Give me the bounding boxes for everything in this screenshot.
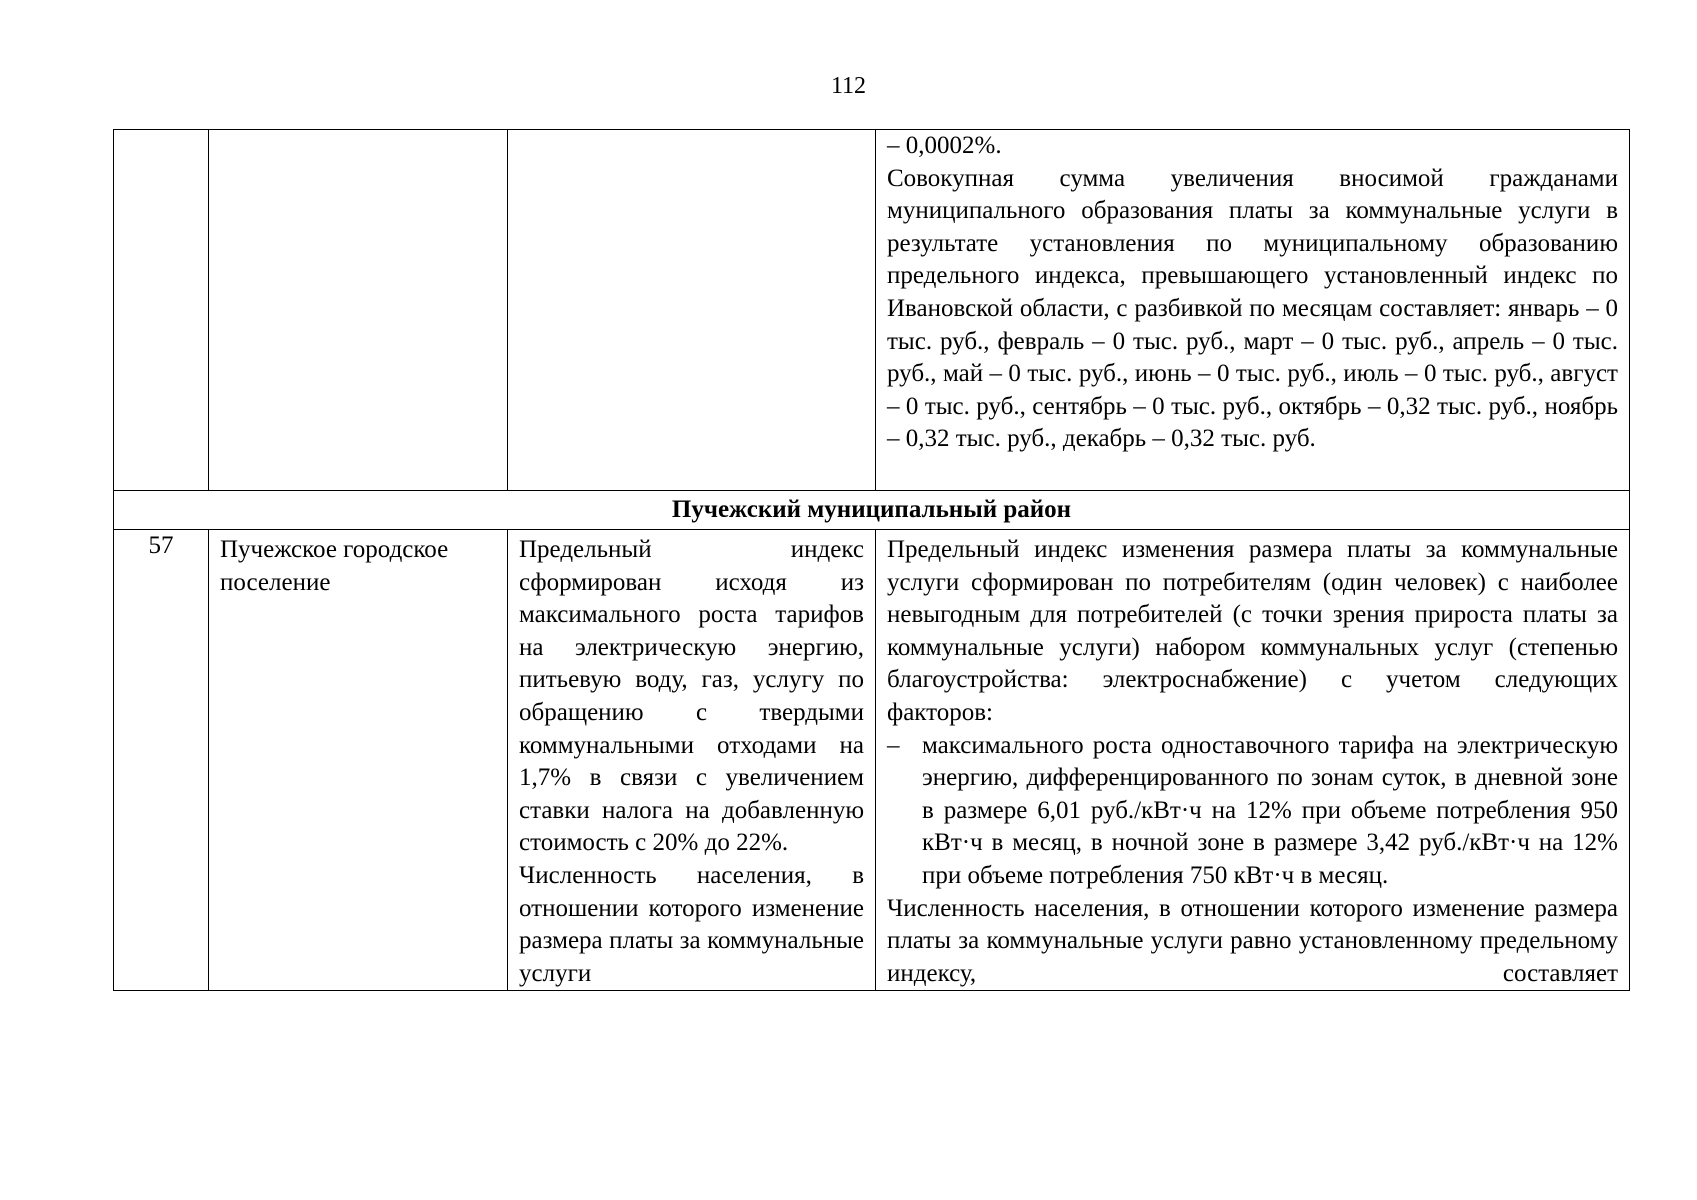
list-item bbox=[887, 730, 1618, 893]
factors-list bbox=[887, 730, 1618, 893]
section-row bbox=[114, 491, 1630, 530]
population-equal-text: Численность населения, в отношении которого изменение размера платы за коммунальные услуги равно установленному предельному индексу, составляет bbox=[887, 894, 1618, 987]
factor-text: максимального роста одноставочного тарифа на электрическую энергию, дифференцированного по зонам суток, в дневной зоне в размере 6,01 руб./кВт·ч на 12% при объеме потребления 950 кВт·ч в месяц, в ночной зоне в размере 3,42 руб./кВт·ч на 12% при объеме потребления 750 кВт·ч в месяц. bbox=[922, 731, 1618, 889]
number-cell bbox=[114, 130, 209, 491]
total-sum-text: Совокупная сумма увеличения вносимой гражданами муниципального образования платы за коммунальные услуги в результате установления по муниципальному образованию предельного индекса, превышающего установленный индекс по Ивановской области, с разбивкой по месяцам составляет: январь – 0 тыс. руб., февраль – 0 тыс. руб., март – 0 тыс. руб., апрель – 0 тыс. руб., май – 0 тыс. руб., июнь – 0 тыс. руб., июль – 0 тыс. руб., август – 0 тыс. руб., сентябрь – 0 тыс. руб., октябрь – 0,32 тыс. руб., ноябрь – 0,32 тыс. руб., декабрь – 0,32 тыс. руб. bbox=[887, 164, 1618, 453]
population-text: Численность населения, в отношении которого изменение размера платы за коммунальные услуги bbox=[519, 861, 864, 987]
table-row bbox=[114, 130, 1630, 491]
basis-cell bbox=[508, 130, 876, 491]
index-text: Предельный индекс изменения размера платы за коммунальные услуги сформирован по потребителям (один человек) с наиболее невыгодным для потребителей (с точки зрения прироста платы за коммунальные услуги) набором коммунальных услуг (степенью благоустройства: электроснабжение) с учетом следующих факторов: bbox=[887, 536, 1618, 726]
section-heading: Пучежский муниципальный район bbox=[114, 491, 1630, 530]
page-number: 112 bbox=[830, 73, 867, 99]
tariff-table bbox=[113, 129, 1630, 991]
percent-line: – 0,0002%. bbox=[887, 132, 1002, 159]
factor-dash: – bbox=[887, 731, 900, 759]
settlement-name bbox=[209, 530, 508, 991]
settlement-name-text: Пучежское городское поселение bbox=[220, 536, 449, 596]
basis-cell bbox=[508, 530, 876, 991]
index-cell bbox=[876, 530, 1630, 991]
settlement-cell bbox=[209, 130, 508, 491]
row-number: 57 bbox=[114, 530, 209, 991]
basis-text: Предельный индекс сформирован исходя из максимального роста тарифов на электрическую энергию, питьевую воду, газ, услугу по обращению с твердыми коммунальными отходами на 1,7% в связи с увеличением ставки налога на добавленную стоимость с 20% до 22%. bbox=[519, 536, 864, 857]
index-cell bbox=[876, 130, 1630, 491]
table-row bbox=[114, 530, 1630, 991]
